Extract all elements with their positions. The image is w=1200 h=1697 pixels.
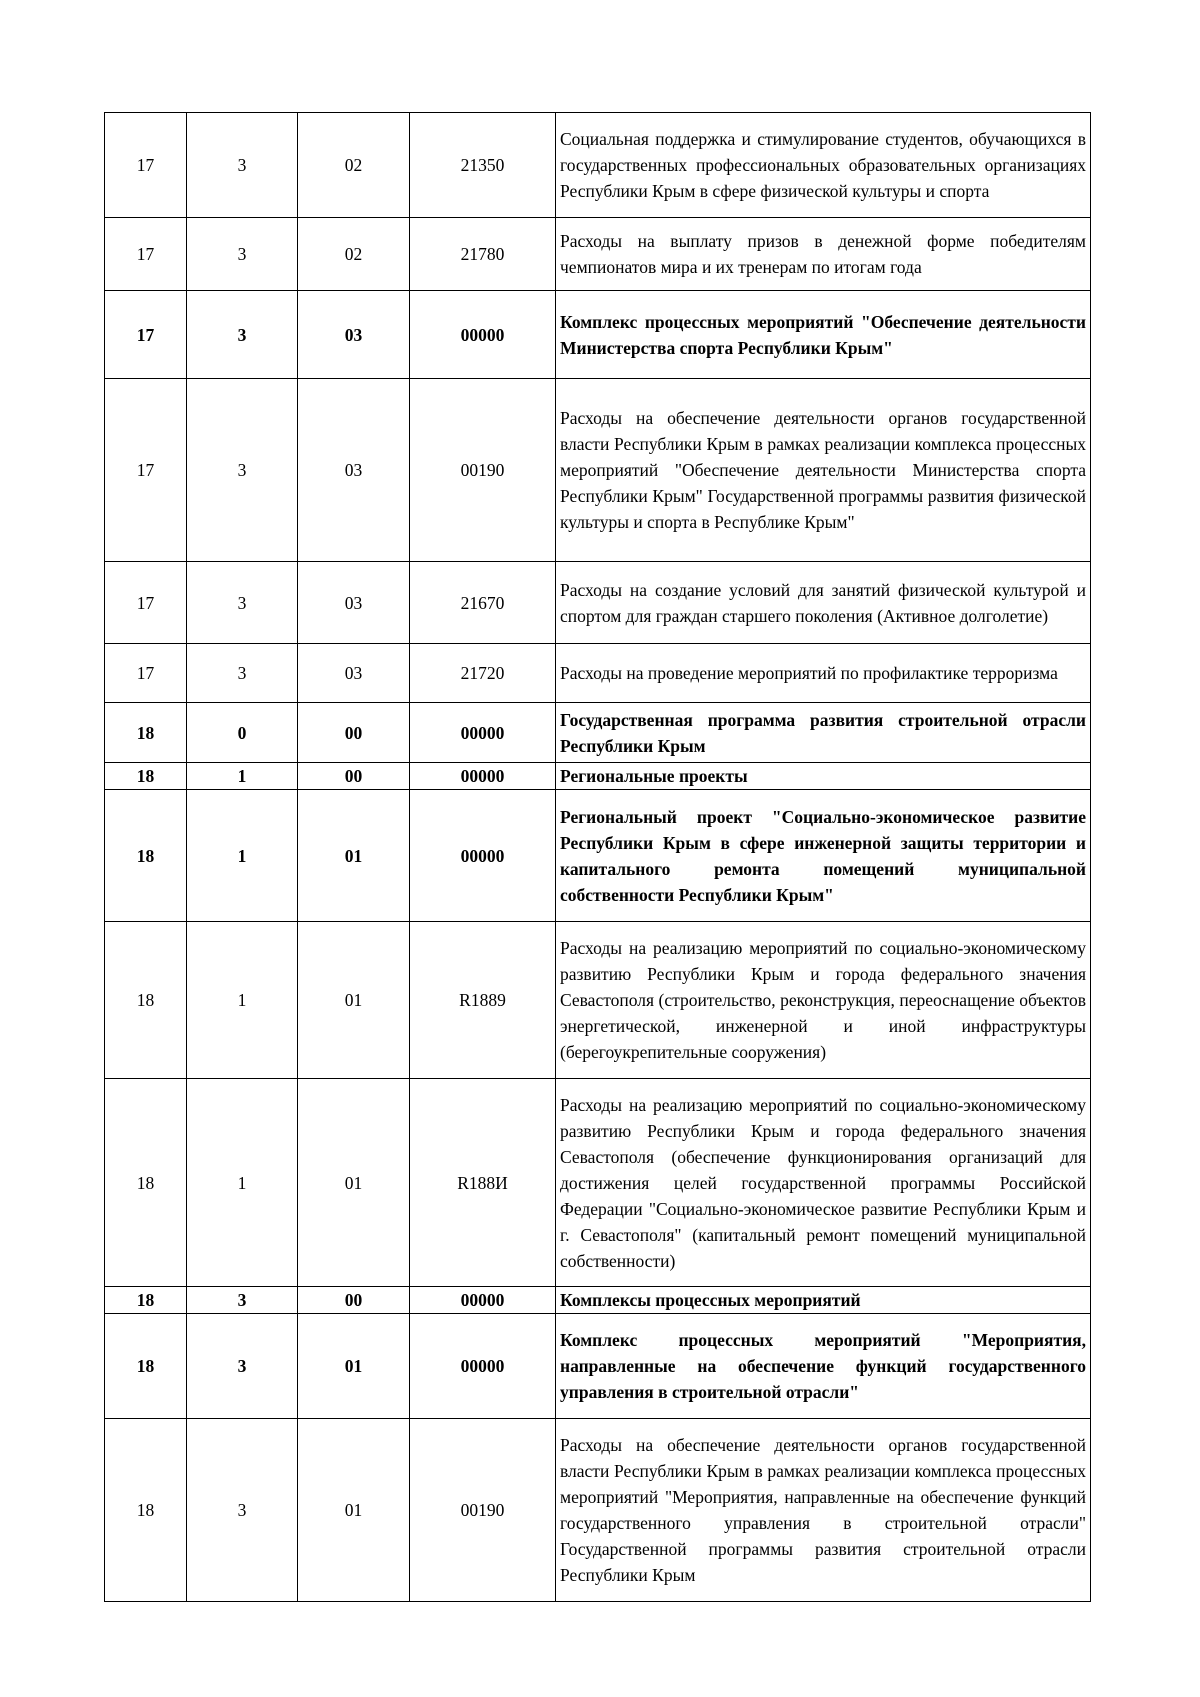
program-code-cell: 17 <box>105 379 187 562</box>
measure-code-cell: 01 <box>298 790 410 922</box>
description-cell: Региональный проект "Социально-экономическое развитие Республики Крым в сфере инженерной защиты территории и капитального ремонта помещений муниципальной собственности Республики Крым" <box>556 790 1091 922</box>
measure-code-cell: 01 <box>298 1419 410 1602</box>
program-code-cell: 17 <box>105 291 187 379</box>
program-code-cell: 17 <box>105 218 187 291</box>
direction-code-cell: 00000 <box>410 1314 556 1419</box>
table-row <box>105 790 1091 922</box>
program-code-cell: 18 <box>105 922 187 1079</box>
description-cell: Государственная программа развития строительной отрасли Республики Крым <box>556 703 1091 763</box>
program-code-cell: 18 <box>105 763 187 790</box>
description-cell: Расходы на проведение мероприятий по профилактике терроризма <box>556 644 1091 703</box>
direction-code-cell: 21350 <box>410 113 556 218</box>
direction-code-cell: 21780 <box>410 218 556 291</box>
description-cell: Расходы на создание условий для занятий физической культурой и спортом для граждан старшего поколения (Активное долголетие) <box>556 562 1091 644</box>
table-row <box>105 1287 1091 1314</box>
budget-classification-table <box>104 112 1091 1602</box>
subprogram-code-cell: 1 <box>187 922 298 1079</box>
description-cell: Комплекс процессных мероприятий "Мероприятия, направленные на обеспечение функций государственного управления в строительной отрасли" <box>556 1314 1091 1419</box>
measure-code-cell: 00 <box>298 763 410 790</box>
subprogram-code-cell: 3 <box>187 1314 298 1419</box>
direction-code-cell: 00190 <box>410 1419 556 1602</box>
measure-code-cell: 03 <box>298 562 410 644</box>
program-code-cell: 17 <box>105 113 187 218</box>
program-code-cell: 18 <box>105 1079 187 1287</box>
table-row <box>105 218 1091 291</box>
table-row <box>105 763 1091 790</box>
table-row <box>105 703 1091 763</box>
measure-code-cell: 01 <box>298 922 410 1079</box>
direction-code-cell: 00000 <box>410 703 556 763</box>
program-code-cell: 17 <box>105 644 187 703</box>
table-row <box>105 644 1091 703</box>
table-row <box>105 1419 1091 1602</box>
measure-code-cell: 00 <box>298 1287 410 1314</box>
direction-code-cell: 00190 <box>410 379 556 562</box>
table-body <box>105 113 1091 1602</box>
direction-code-cell: 00000 <box>410 763 556 790</box>
table-row <box>105 922 1091 1079</box>
measure-code-cell: 00 <box>298 703 410 763</box>
description-cell: Комплексы процессных мероприятий <box>556 1287 1091 1314</box>
table-row <box>105 113 1091 218</box>
description-cell: Комплекс процессных мероприятий "Обеспечение деятельности Министерства спорта Республики Крым" <box>556 291 1091 379</box>
subprogram-code-cell: 3 <box>187 218 298 291</box>
subprogram-code-cell: 0 <box>187 703 298 763</box>
direction-code-cell: R188И <box>410 1079 556 1287</box>
subprogram-code-cell: 3 <box>187 1419 298 1602</box>
description-cell: Расходы на обеспечение деятельности органов государственной власти Республики Крым в рамках реализации комплекса процессных мероприятий "Обеспечение деятельности Министерства спорта Республики Крым" Государственной программы развития физической культуры и спорта в Республике Крым" <box>556 379 1091 562</box>
subprogram-code-cell: 1 <box>187 790 298 922</box>
table-row <box>105 379 1091 562</box>
program-code-cell: 18 <box>105 1314 187 1419</box>
subprogram-code-cell: 1 <box>187 763 298 790</box>
subprogram-code-cell: 3 <box>187 644 298 703</box>
description-cell: Региональные проекты <box>556 763 1091 790</box>
subprogram-code-cell: 3 <box>187 291 298 379</box>
direction-code-cell: 00000 <box>410 291 556 379</box>
table-row <box>105 562 1091 644</box>
subprogram-code-cell: 3 <box>187 562 298 644</box>
table-row <box>105 291 1091 379</box>
program-code-cell: 18 <box>105 703 187 763</box>
measure-code-cell: 02 <box>298 218 410 291</box>
document-page <box>104 112 1091 1602</box>
measure-code-cell: 03 <box>298 379 410 562</box>
table-row <box>105 1079 1091 1287</box>
table-row <box>105 1314 1091 1419</box>
subprogram-code-cell: 1 <box>187 1079 298 1287</box>
subprogram-code-cell: 3 <box>187 379 298 562</box>
direction-code-cell: 21670 <box>410 562 556 644</box>
description-cell: Расходы на выплату призов в денежной форме победителям чемпионатов мира и их тренерам по итогам года <box>556 218 1091 291</box>
direction-code-cell: R1889 <box>410 922 556 1079</box>
description-cell: Расходы на обеспечение деятельности органов государственной власти Республики Крым в рамках реализации комплекса процессных мероприятий "Мероприятия, направленные на обеспечение функций государственного управления в строительной отрасли" Государственной программы развития строительной отрасли Республики Крым <box>556 1419 1091 1602</box>
direction-code-cell: 00000 <box>410 790 556 922</box>
description-cell: Расходы на реализацию мероприятий по социально-экономическому развитию Республики Крым и города федерального значения Севастополя (обеспечение функционирования организаций для достижения целей государственной программы Российской Федерации "Социально-экономическое развитие Республики Крым и г. Севастополя" (капитальный ремонт помещений муниципальной собственности) <box>556 1079 1091 1287</box>
program-code-cell: 18 <box>105 1419 187 1602</box>
measure-code-cell: 02 <box>298 113 410 218</box>
description-cell: Расходы на реализацию мероприятий по социально-экономическому развитию Республики Крым и города федерального значения Севастополя (строительство, реконструкция, переоснащение объектов энергетической, инженерной и иной инфраструктуры (берегоукрепительные сооружения) <box>556 922 1091 1079</box>
direction-code-cell: 21720 <box>410 644 556 703</box>
subprogram-code-cell: 3 <box>187 1287 298 1314</box>
program-code-cell: 18 <box>105 790 187 922</box>
program-code-cell: 17 <box>105 562 187 644</box>
measure-code-cell: 03 <box>298 644 410 703</box>
subprogram-code-cell: 3 <box>187 113 298 218</box>
measure-code-cell: 01 <box>298 1314 410 1419</box>
program-code-cell: 18 <box>105 1287 187 1314</box>
description-cell: Социальная поддержка и стимулирование студентов, обучающихся в государственных профессиональных образовательных организациях Республики Крым в сфере физической культуры и спорта <box>556 113 1091 218</box>
measure-code-cell: 01 <box>298 1079 410 1287</box>
direction-code-cell: 00000 <box>410 1287 556 1314</box>
measure-code-cell: 03 <box>298 291 410 379</box>
